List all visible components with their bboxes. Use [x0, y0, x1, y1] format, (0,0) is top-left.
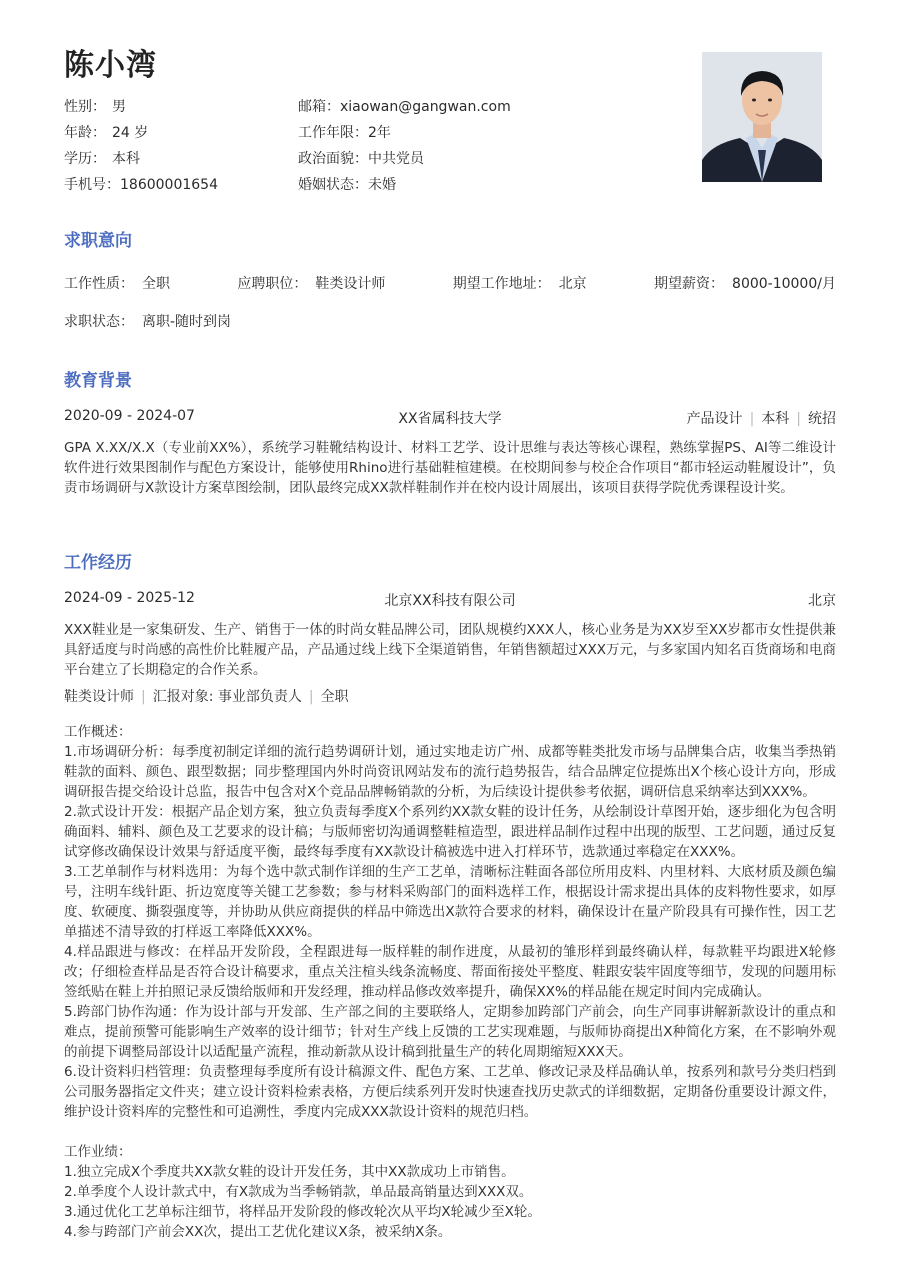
education-section-title: 教育背景 [64, 371, 132, 391]
achievement-item: 3.通过优化工艺单标注细节，将样品开发阶段的修改轮次从平均X轮减少至X轮。 [64, 1204, 541, 1220]
role-tags: 鞋类设计师 | 汇报对象: 事业部负责人 | 全职 [64, 689, 349, 705]
work-period: 2024-09 - 2025-12 [64, 590, 195, 606]
gender-value: 男 [112, 99, 126, 115]
education-value: 本科 [112, 151, 140, 167]
marital-label: 婚姻状态： [298, 177, 368, 193]
report-to: 汇报对象: 事业部负责人 [152, 689, 302, 705]
overview-item: 5.跨部门协作沟通：作为设计部与开发部、生产部之间的主要联络人，定期参加跨部门产前会，向生产同事讲解新款设计的重点和难点，提前预警可能影响生产效率的设计细节；针对生产线上反馈的工艺实现难题，与版师协商提出X种简化方案，在不影响外观的前提下调整局部设计以适配量产流程，推动新款从设计稿到批量生产的转化周期缩短XXX天。 [64, 1004, 836, 1060]
candidate-name: 陈小湾 [64, 48, 157, 83]
enrollment-type: 统招 [808, 411, 836, 427]
salary-value: 8000-10000/月 [732, 276, 836, 292]
political-label: 政治面貌： [298, 151, 368, 167]
work-years-label: 工作年限： [298, 125, 368, 141]
achievement-item: 2.单季度个人设计款式中，有X款成为当季畅销款，单品最高销量达到XXX双。 [64, 1184, 533, 1200]
overview-item: 3.工艺单制作与材料选用：为每个选中款式制作详细的生产工艺单，清晰标注鞋面各部位所用皮料、内里材料、大底材质及颜色编号，注明车线针距、折边宽度等关键工艺参数；参与材料采购部门的面料选样工作，根据设计需求提出具体的皮料物性要求，如厚度、软硬度、撕裂强度等，并协助从供应商提供的样品中筛选出X款符合要求的材料，确保设计在量产阶段具有可操作性，因工艺单描述不清导致的打样返工率降低XXX%。 [64, 864, 836, 940]
role: 鞋类设计师 [64, 689, 134, 705]
phone-label: 手机号： [64, 177, 120, 193]
position-value: 鞋类设计师 [315, 276, 386, 292]
info-row [64, 94, 684, 120]
company-name: 北京XX科技有限公司 [384, 593, 516, 609]
achievement-item: 1.独立完成X个季度共XX款女鞋的设计开发任务，其中XX款成功上市销售。 [64, 1164, 515, 1180]
email-value[interactable]: xiaowan@gangwan.com [340, 99, 511, 115]
political-value: 中共党员 [368, 151, 424, 167]
education-period: 2020-09 - 2024-07 [64, 408, 195, 424]
work-section-title: 工作经历 [64, 553, 132, 573]
major: 产品设计 [686, 411, 743, 427]
status-value: 离职-随时到岗 [142, 314, 232, 330]
info-row [64, 172, 684, 198]
company-description: XXX鞋业是一家集研发、生产、销售于一体的时尚女鞋品牌公司，团队规模约XXX人，核心业务是为XX岁至XX岁都市女性提供兼具舒适度与时尚感的高性价比鞋履产品，产品通过线上线下全渠道销售，年销售额超过XXX万元，与多家国内知名百货商场和电商平台建立了长期稳定的合作关系。 [64, 622, 836, 678]
profile-photo [702, 52, 822, 182]
overview-item: 4.样品跟进与修改：在样品开发阶段，全程跟进每一版样鞋的制作进度，从最初的雏形样到最终确认样，每款鞋平均跟进X轮修改；仔细检查样品是否符合设计稿要求，重点关注楦头线条流畅度、帮面衔接处平整度、鞋跟安装牢固度等细节，发现的问题用标签纸贴在鞋上并拍照记录反馈给版师和开发经理，推动样品修改效率提升，确保XX%的样品能在规定时间内完成确认。 [64, 944, 836, 1000]
marital-value: 未婚 [368, 177, 396, 193]
education-description: GPA X.XX/X.X（专业前XX%），系统学习鞋靴结构设计、材料工艺学、设计思维与表达等核心课程，熟练掌握PS、AI等二维设计软件进行效果图制作与配色方案设计，能够使用Rhino进行基础鞋楦建模。在校期间参与校企合作项目“都市轻运动鞋履设计”，负责市场调研与X款设计方案草图绘制，团队最终完成XX款样鞋制作并在校内设计周展出，该项目获得学院优秀课程设计奖。 [64, 440, 836, 496]
job-type-value: 全职 [142, 276, 170, 292]
education-label: 学历： [64, 151, 106, 167]
status-label: 求职状态： [64, 314, 134, 330]
location-label: 期望工作地址： [452, 276, 551, 292]
overview-title: 工作概述： [64, 724, 132, 740]
portrait-image [702, 52, 822, 182]
employment-type: 全职 [320, 689, 349, 705]
overview-item: 1.市场调研分析：每季度初制定详细的流行趋势调研计划，通过实地走访广州、成都等鞋类批发市场与品牌集合店，收集当季热销鞋款的面料、颜色、跟型数据；同步整理国内外时尚资讯网站发布的流行趋势报告，结合品牌定位提炼出X个核心设计方向，形成调研报告提交给设计总监，报告中包含对X个竞品品牌畅销款的分析，为后续设计提供参考依据，调研信息采纳率达到XXX%。 [64, 744, 836, 800]
overview-item: 2.款式设计开发：根据产品企划方案，独立负责每季度X个系列约XX款女鞋的设计任务，从绘制设计草图开始，逐步细化为包含明确面料、辅料、颜色及工艺要求的设计稿；与版师密切沟通调整鞋楦造型，跟进样品制作过程中出现的版型、工艺问题，通过反复试穿修改确保设计效果与舒适度平衡，最终每季度有XX款设计稿被选中进入打样环节，选款通过率稳定在XXX%。 [64, 804, 836, 860]
location-value: 北京 [558, 276, 587, 292]
work-meta [64, 590, 836, 610]
achievement-item: 4.参与跨部门产前会XX次，提出工艺优化建议X条，被采纳X条。 [64, 1224, 452, 1240]
age-value: 24 岁 [112, 125, 149, 141]
gender-label: 性别： [64, 99, 106, 115]
education-meta: 2020-09 - 2024-07 XX省属科技大学 产品设计 | 本科 | 统招 [64, 408, 836, 427]
info-row [64, 146, 684, 172]
salary-label: 期望薪资： [654, 276, 725, 292]
age-label: 年龄： [64, 125, 106, 141]
job-type-label: 工作性质： [64, 276, 134, 292]
email-label: 邮箱： [298, 99, 340, 115]
job-intent [64, 273, 836, 331]
position-label: 应聘职位： [237, 276, 308, 292]
info-row [64, 120, 684, 146]
intent-section-title: 求职意向 [64, 231, 132, 251]
school-name: XX省属科技大学 [398, 411, 502, 427]
basic-info [64, 94, 684, 198]
work-city: 北京 [808, 593, 836, 609]
overview-item: 6.设计资料归档管理：负责整理每季度所有设计稿源文件、配色方案、工艺单、修改记录及样品确认单，按系列和款号分类归档到公司服务器指定文件夹；建立设计资料检索表格，方便后续系列开发时快速查找历史款式的详细数据，定期备份重要设计源文件，维护设计资料库的完整性和可追溯性，季度内完成XXX款设计资料的规范归档。 [64, 1064, 836, 1120]
work-years-value: 2年 [368, 125, 391, 141]
degree: 本科 [761, 411, 790, 427]
achievements-title: 工作业绩： [64, 1144, 132, 1160]
phone-value: 18600001654 [120, 177, 218, 193]
work-details [64, 722, 836, 1242]
